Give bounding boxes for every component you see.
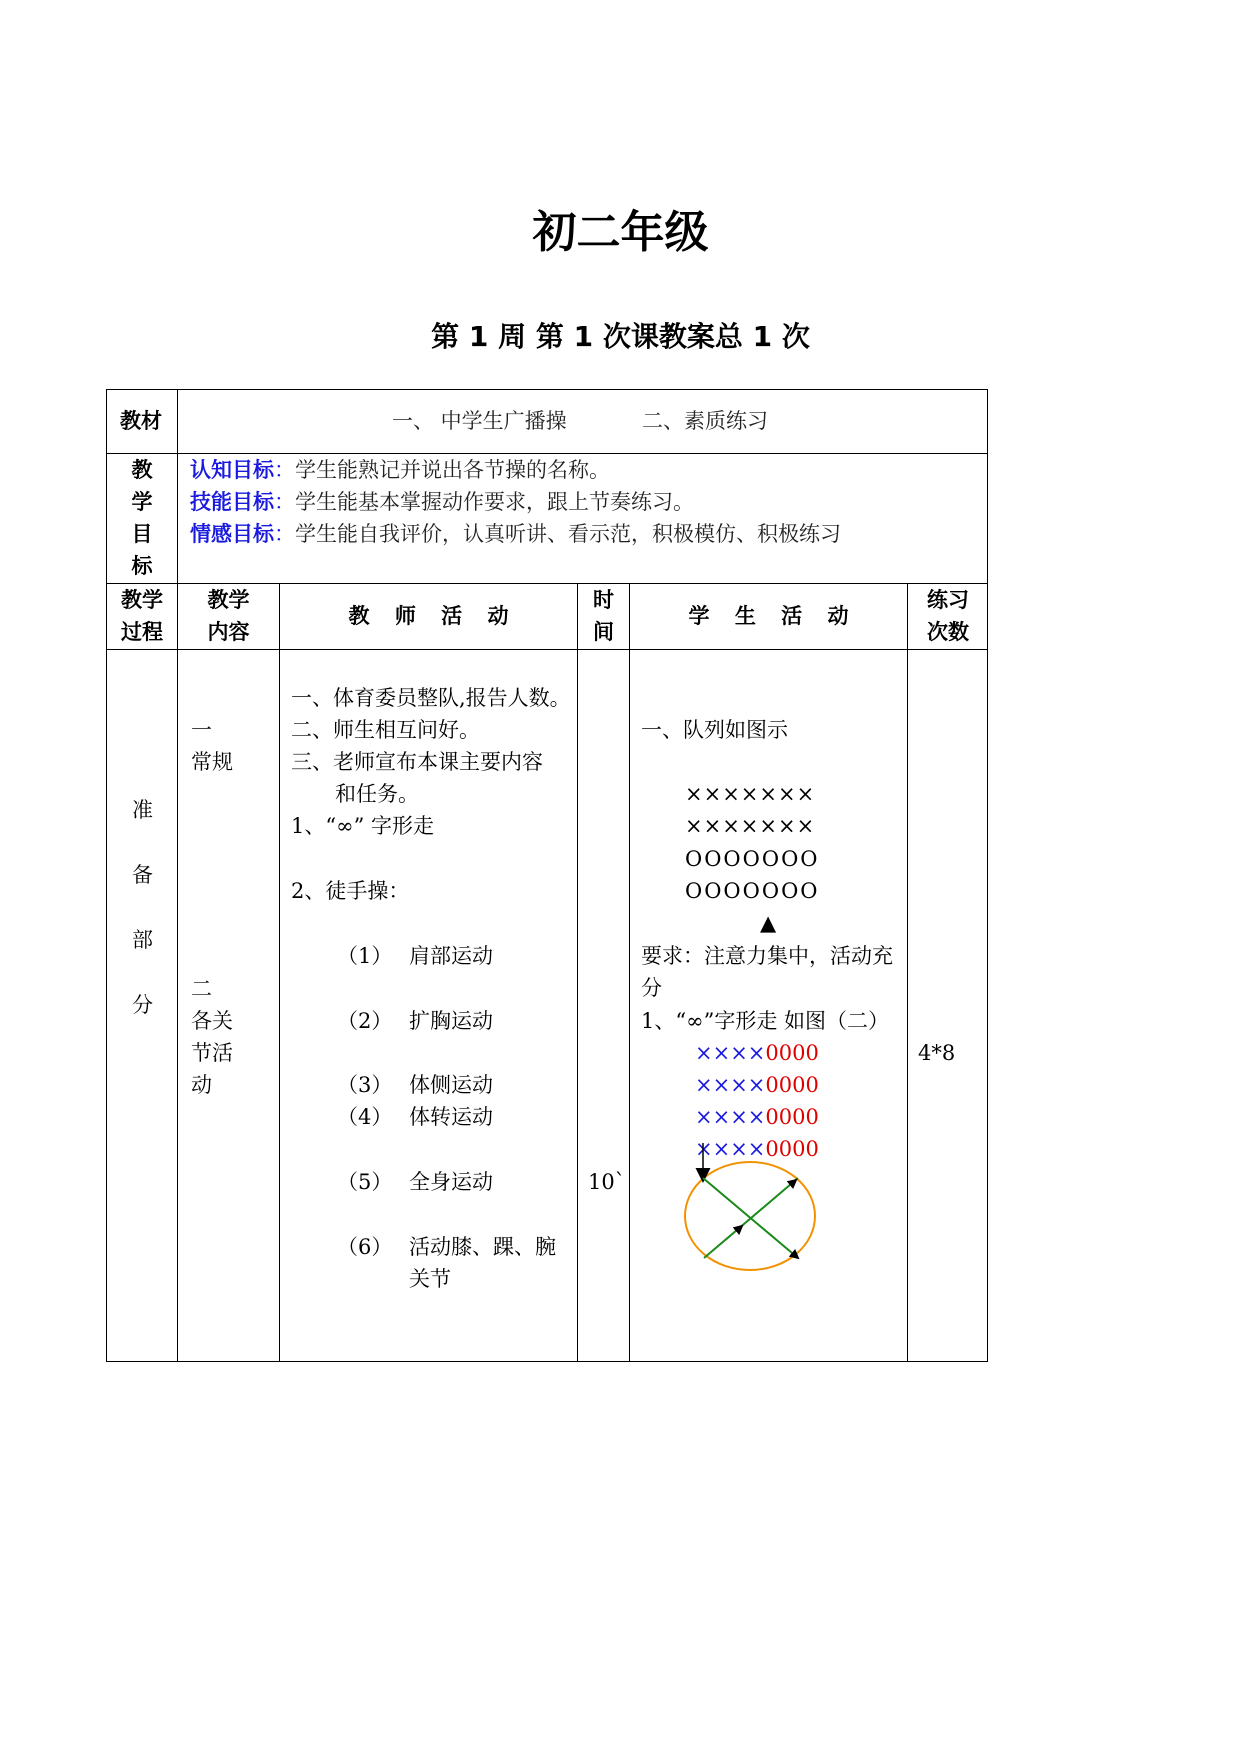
header-count-line: 练习	[927, 588, 969, 612]
walk-zeros: 0000	[765, 1137, 819, 1161]
objective-sep: ：	[274, 458, 295, 482]
header-teacher-activity: 教 师 活 动	[348, 604, 509, 628]
objective-label: 技能目标	[190, 490, 274, 514]
exercise-name-cont: 关节	[409, 1267, 451, 1291]
header-process-line: 过程	[121, 620, 163, 644]
lesson-subtitle: 第 1 周 第 1 次课教案总 1 次	[431, 320, 810, 353]
formation-row: OOOOOOO	[685, 879, 820, 903]
objective-affective	[190, 518, 841, 550]
figure-eight-diagram	[680, 1140, 830, 1280]
direction-arrow	[770, 1234, 798, 1258]
walk-zeros: 0000	[765, 1073, 819, 1097]
column-divider	[177, 389, 178, 1362]
objectives-label-char: 学	[131, 490, 153, 514]
header-time	[578, 584, 629, 648]
objective-text: 学生能基本掌握动作要求，跟上节奏练习。	[295, 490, 694, 514]
walk-crosses: ××××	[695, 1041, 766, 1065]
teacher-line: 一、体育委员整队,报告人数。	[291, 686, 571, 710]
exercise-name: 扩胸运动	[409, 1009, 493, 1033]
objectives-label-char: 教	[131, 458, 153, 482]
exercise-num: （4）	[337, 1105, 393, 1129]
objective-cognitive	[190, 454, 610, 486]
content-part2-num: 二	[191, 977, 212, 1001]
content-part2-line: 各关	[191, 1009, 233, 1033]
header-process-line: 教学	[121, 588, 163, 612]
walk-zeros: 0000	[765, 1041, 819, 1065]
header-content	[178, 584, 279, 648]
objective-sep: ：	[274, 522, 295, 546]
objective-label: 情感目标	[190, 522, 274, 546]
teacher-line: 二、师生相互问好。	[291, 718, 480, 742]
header-time-line: 间	[593, 620, 614, 644]
process-char: 部	[132, 928, 153, 952]
header-student-activity: 学 生 活 动	[688, 604, 849, 628]
header-content-line: 内容	[207, 620, 250, 644]
process-char: 分	[132, 993, 153, 1017]
walk-title: 1、“∞”字形走 如图（二）	[641, 1009, 890, 1033]
formation-row: OOOOOOO	[685, 847, 820, 871]
content-part1-num: 一	[191, 718, 212, 742]
exercise-name: 体转运动	[409, 1105, 493, 1129]
teacher-line: 2、徒手操：	[291, 879, 410, 903]
column-divider	[907, 583, 908, 1362]
row-divider	[106, 649, 988, 650]
objectives-label	[120, 454, 164, 582]
page-title: 初二年级	[532, 207, 709, 258]
direction-arrow	[770, 1180, 796, 1202]
walk-row	[695, 1037, 819, 1069]
formation-row: ×××××××	[685, 814, 816, 838]
content-part2-line: 动	[191, 1073, 212, 1097]
column-divider	[279, 583, 280, 1362]
exercise-num: （3）	[337, 1073, 393, 1097]
walk-zeros: 0000	[765, 1105, 819, 1129]
walk-row	[695, 1101, 819, 1133]
exercise-name: 全身运动	[409, 1170, 493, 1194]
objective-sep: ：	[274, 490, 295, 514]
column-divider	[577, 583, 578, 1362]
header-practice-count	[908, 584, 988, 648]
exercise-num: （1）	[337, 944, 393, 968]
walk-crosses: ××××	[695, 1073, 766, 1097]
objective-text: 学生能熟记并说出各节操的名称。	[295, 458, 610, 482]
objectives-label-char: 目	[131, 522, 153, 546]
exercise-name: 活动膝、踝、腕	[409, 1235, 556, 1259]
formation-row: ×××××××	[685, 782, 816, 806]
exercise-name: 肩部运动	[409, 944, 493, 968]
content-part2-line: 节活	[191, 1041, 233, 1065]
requirement-line: 要求：注意力集中，活动充	[641, 944, 893, 968]
objective-skill	[190, 486, 694, 518]
header-time-line: 时	[593, 588, 614, 612]
objectives-label-char: 标	[131, 554, 153, 578]
practice-count: 4*8	[918, 1041, 956, 1065]
column-divider	[629, 583, 630, 1362]
materials-item-2: 二、素质练习	[642, 409, 768, 433]
objective-text: 学生能自我评价，认真听讲、看示范，积极模仿、积极练习	[295, 522, 841, 546]
exercise-num: （5）	[337, 1170, 393, 1194]
teacher-line: 1、“∞” 字形走	[291, 814, 435, 838]
walk-crosses: ××××	[695, 1137, 766, 1161]
materials-label: 教材	[120, 409, 162, 433]
walk-row	[695, 1069, 819, 1101]
teacher-position-marker: ▲	[760, 911, 777, 935]
materials-item-1: 一、 中学生广播操	[392, 409, 567, 433]
teacher-line: 和任务。	[335, 782, 419, 806]
exercise-name: 体侧运动	[409, 1073, 493, 1097]
exercise-num: （6）	[337, 1235, 393, 1259]
objective-label: 认知目标	[190, 458, 274, 482]
direction-arrow	[726, 1226, 742, 1240]
walk-crosses: ××××	[695, 1105, 766, 1129]
header-content-line: 教学	[207, 588, 250, 612]
exercise-num: （2）	[337, 1009, 393, 1033]
teacher-line: 三、老师宣布本课主要内容	[291, 750, 543, 774]
process-char: 备	[132, 863, 153, 887]
content-part1-label: 常规	[191, 750, 233, 774]
formation-title: 一、队列如图示	[641, 718, 788, 742]
header-process	[106, 584, 178, 648]
requirement-line: 分	[641, 976, 662, 1000]
time-value: 10`	[588, 1170, 626, 1194]
header-count-line: 次数	[927, 620, 969, 644]
process-char: 准	[132, 798, 153, 822]
